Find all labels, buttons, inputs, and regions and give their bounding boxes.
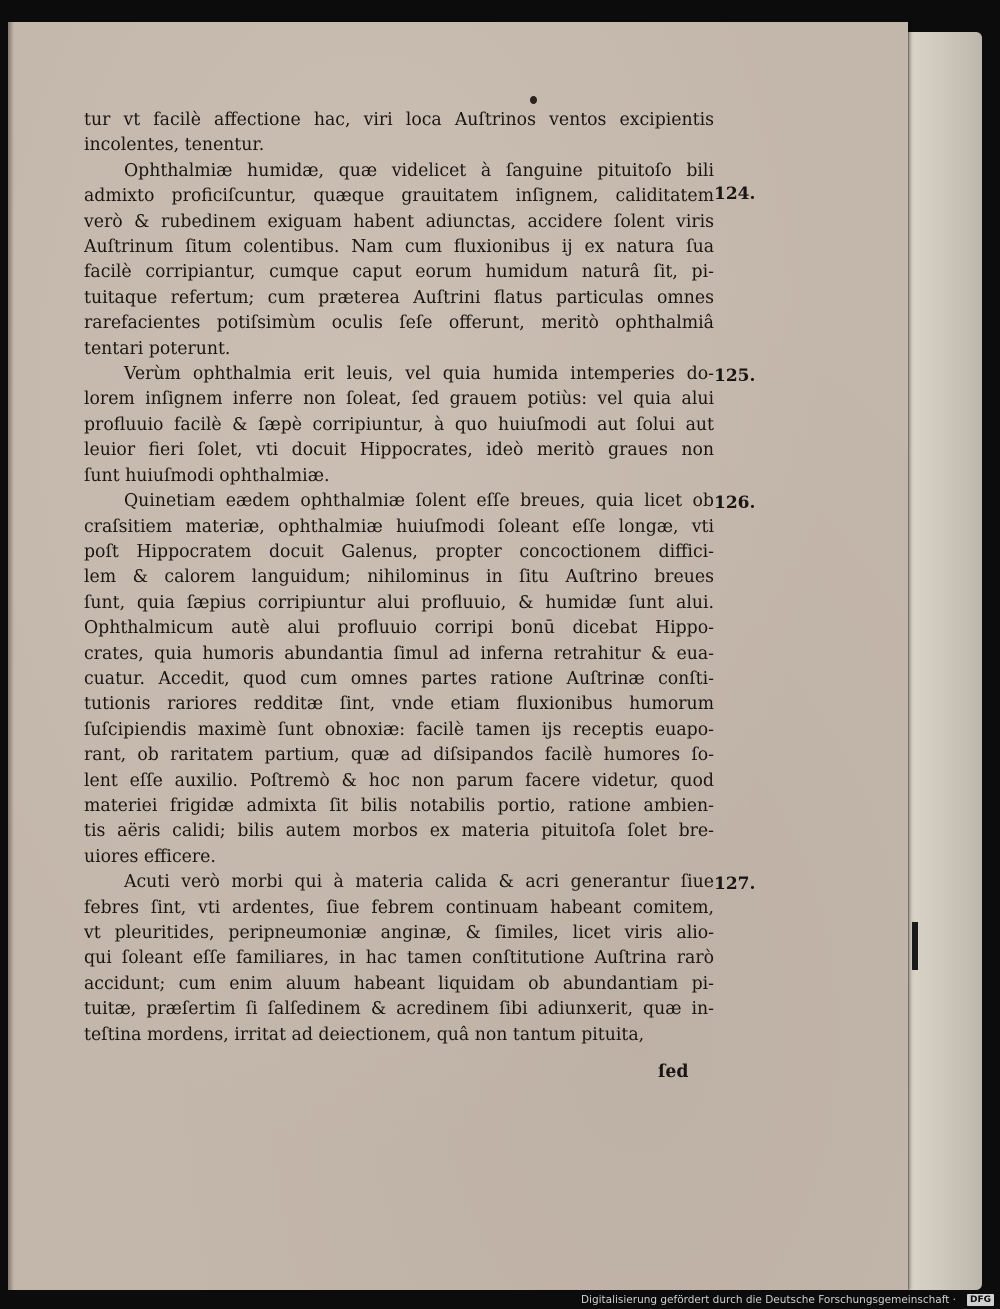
text-line: tuitæ, præſertim ſi ſalſedinem & acredinem ſibi adiunxerit, quæ in- (84, 999, 714, 1020)
text-line: profluuio facilè & ſæpè corripiuntur, à quo huiuſmodi aut ſolui aut (84, 414, 714, 435)
paragraph (84, 362, 714, 489)
footer-bar (0, 1291, 1000, 1309)
text-line: craſsitiem materiæ, ophthalmiæ huiuſmodi ſoleant eſſe longæ, vti (84, 516, 714, 537)
margin-number: 124. (714, 184, 756, 204)
text-line: qui ſoleant eſſe familiares, in hac tamen conſtitutione Auſtrina rarò (84, 948, 714, 969)
text-line: poſt Hippocratem docuit Galenus, propter concoctionem diffici- (84, 541, 714, 562)
text-line: lorem inſignem inferre non ſoleat, ſed grauem potiùs: vel quia alui (84, 389, 714, 410)
text-line: tur vt facilè affectione hac, viri loca Auſtrinos ventos excipientis (84, 110, 714, 130)
text-line: febres ſint, vti ardentes, ſiue febrem continuam habeant comitem, (84, 897, 714, 918)
text-line: cuatur. Accedit, quod cum omnes partes ratione Auſtrinæ conſti- (84, 668, 714, 689)
text-line: Auſtrinum ſitum colentibus. Nam cum fluxionibus ij ex natura ſua (84, 237, 714, 258)
paragraph (84, 870, 714, 1048)
text-line: ſunt, quia ſæpius corripiuntur alui profluuio, & humidæ ſunt alui. (84, 592, 714, 613)
paragraph (84, 108, 714, 159)
text-line: tis aëris calidi; bilis autem morbos ex materia pituitoſa ſolet bre- (84, 821, 714, 842)
page-tab-marker (912, 922, 918, 970)
text-line: vt pleuritides, peripneumoniæ anginæ, & ſimiles, licet viris alio- (84, 923, 714, 943)
text-line: facilè corripiantur, cumque caput eorum humidum naturâ ſit, pi- (84, 262, 714, 283)
margin-number: 125. (714, 366, 756, 386)
text-line: accidunt; cum enim aluum habeant liquidam ob abundantiam pi- (84, 973, 714, 994)
text-line: tutionis rariores redditæ ſint, vnde etiam fluxionibus humorum (84, 694, 714, 715)
text-line: Quinetiam eædem ophthalmiæ ſolent eſſe breues, quia licet ob (124, 491, 714, 512)
text-line: teſtina mordens, irritat ad deiectionem, quâ non tantum pituita, (84, 1024, 645, 1045)
text-line: materiei frigidæ admixta ſit bilis notabilis portio, ratione ambien- (84, 795, 714, 816)
margin-number: 126. (714, 493, 756, 513)
text-line: incolentes, tenentur. (84, 135, 265, 156)
paragraph (84, 489, 714, 870)
book-page (8, 22, 908, 1290)
margin-number: 127. (714, 874, 756, 894)
text-line: crates, quia humoris abundantia ſimul ad inferna retrahitur & eua- (84, 643, 714, 664)
funding-notice: Digitalisierung gefördert durch die Deutsche Forschungsgemeinschaft · (580, 1294, 956, 1306)
text-line: rant, ob raritatem partium, quæ ad diſsipandos facilè humores ſo- (84, 745, 714, 766)
catchword: ſed (658, 1062, 689, 1082)
ink-dot (530, 96, 537, 104)
text-line: lent eſſe auxilio. Poſtremò & hoc non parum facere videtur, quod (84, 770, 714, 791)
text-line: Ophthalmiæ humidæ, quæ videlicet à ſanguine pituitoſo bili (124, 160, 714, 181)
text-line: tuitaque refertum; cum præterea Auſtrini flatus particulas omnes (84, 287, 714, 308)
text-line: Verùm ophthalmia erit leuis, vel quia humida intemperies do- (124, 364, 714, 385)
text-line: tentari poterunt. (84, 338, 231, 359)
text-line: ſuſcipiendis maximè ſunt obnoxiæ: facilè tamen ijs receptis euapo- (84, 719, 714, 740)
text-line: ſunt huiuſmodi ophthalmiæ. (84, 465, 330, 486)
dfg-logo-icon: DFG (967, 1294, 994, 1306)
text-line: leuior fieri ſolet, vti docuit Hippocrates, ideò meritò graues non (84, 440, 714, 461)
text-line: admixto proficiſcuntur, quæque grauitatem inſignem, caliditatem (84, 186, 714, 207)
text-line: uiores efficere. (84, 846, 216, 867)
text-line: Ophthalmicum autè alui profluuio corripi bonū dicebat Hippo- (84, 618, 714, 639)
text-line: verò & rubedinem exiguam habent adiunctas, accidere ſolent viris (84, 211, 714, 232)
text-line: Acuti verò morbi qui à materia calida & acri generantur ſiue (124, 872, 714, 893)
text-line: lem & calorem languidum; nihilominus in ſitu Auſtrino breues (84, 567, 714, 588)
paragraph (84, 159, 714, 362)
text-line: rarefacientes potiſsimùm oculis ſeſe offerunt, meritò ophthalmiâ (84, 313, 714, 334)
page-text (84, 108, 714, 1048)
